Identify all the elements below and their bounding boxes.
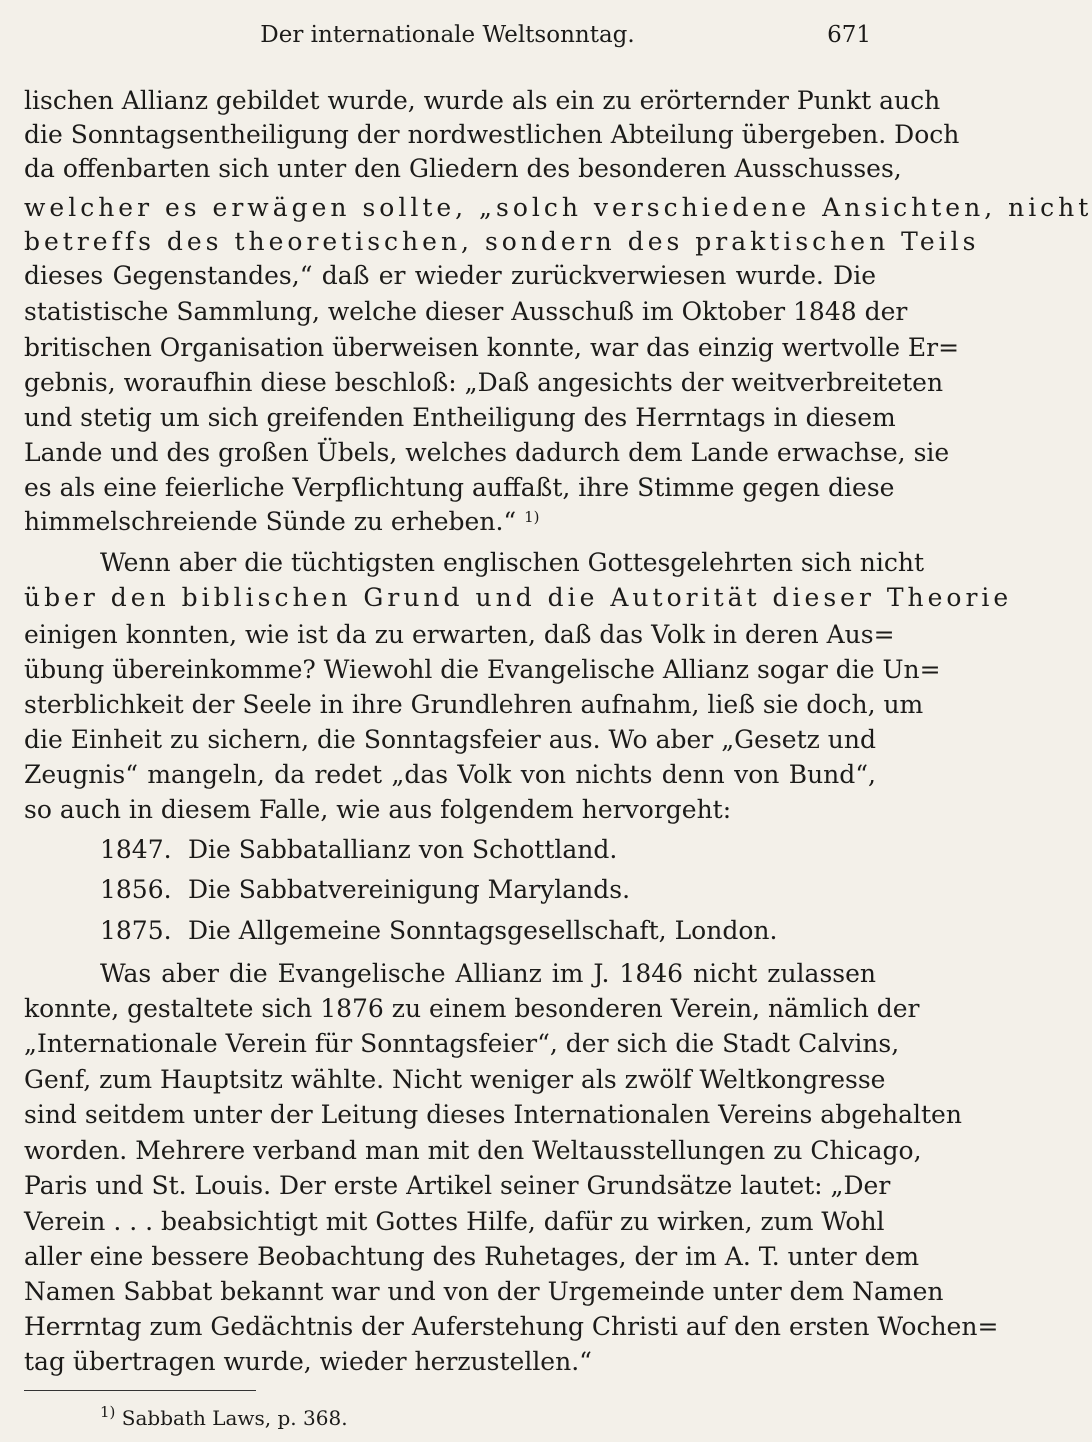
- paragraph-first-line: Wenn aber die tüchtigsten englischen Gottesgelehrten sich nicht: [100, 548, 925, 577]
- text-line: und stetig um sich greifenden Entheiligung des Herrntags in diesem: [24, 403, 896, 432]
- list-year: 1856.: [100, 875, 172, 904]
- text-line: „Internationale Verein für Sonntagsfeier“, der sich die Stadt Calvins,: [24, 1029, 900, 1058]
- text-line: die Einheit zu sichern, die Sonntagsfeier aus. Wo aber „Gesetz und: [24, 725, 876, 754]
- text-line: Verein . . . beabsichtigt mit Gottes Hilfe, dafür zu wirken, zum Wohl: [24, 1207, 885, 1236]
- page-number: 671: [827, 22, 871, 48]
- footnote-divider: [24, 1390, 256, 1391]
- list-year: 1875.: [100, 916, 172, 945]
- text-line: die Sonntagsentheiligung der nordwestlichen Abteilung übergeben. Doch: [24, 120, 960, 149]
- list-item: [100, 914, 777, 948]
- text-line: es als eine feierliche Verpflichtung auffaßt, ihre Stimme gegen diese: [24, 473, 895, 502]
- footnote: [100, 1404, 348, 1432]
- text-line: einigen konnten, wie ist da zu erwarten, daß das Volk in deren Aus=: [24, 620, 895, 649]
- text-line-content: himmelschreiende Sünde zu erheben.“: [24, 507, 517, 536]
- text-line: Genf, zum Hauptsitz wählte. Nicht weniger als zwölf Weltkongresse: [24, 1065, 886, 1094]
- text-line: dieses Gegenstandes,“ daß er wieder zurückverwiesen wurde. Die: [24, 261, 876, 290]
- text-line: betreffs des theoretischen, sondern des praktischen Teils: [24, 227, 980, 256]
- text-line: lischen Allianz gebildet wurde, wurde als ein zu erörternder Punkt auch: [24, 86, 941, 115]
- text-line: Lande und des großen Übels, welches dadurch dem Lande erwachse, sie: [24, 438, 950, 467]
- footnote-text: Sabbath Laws, p. 368.: [121, 1406, 348, 1430]
- text-line: Namen Sabbat bekannt war und von der Urgemeinde unter dem Namen: [24, 1277, 944, 1306]
- text-line: da offenbarten sich unter den Gliedern des besonderen Ausschusses,: [24, 154, 902, 183]
- list-text: Die Sabbatvereinigung Marylands.: [188, 875, 631, 904]
- text-line: Zeugnis“ mangeln, da redet „das Volk von nichts denn von Bund“,: [24, 760, 876, 789]
- footnote-marker: 1): [100, 1403, 116, 1421]
- text-line: Paris und St. Louis. Der erste Artikel seiner Grundsätze lautet: „Der: [24, 1171, 891, 1200]
- text-line: sterblichkeit der Seele in ihre Grundlehren aufnahm, ließ sie doch, um: [24, 690, 924, 719]
- text-line: Herrntag zum Gedächtnis der Auferstehung Christi auf den ersten Wochen=: [24, 1312, 999, 1341]
- text-line: übung übereinkomme? Wiewohl die Evangelische Allianz sogar die Un=: [24, 655, 941, 684]
- running-title: Der internationale Weltsonntag.: [260, 22, 635, 48]
- text-line: konnte, gestaltete sich 1876 zu einem besonderen Verein, nämlich der: [24, 994, 920, 1023]
- text-line: worden. Mehrere verband man mit den Weltausstellungen zu Chicago,: [24, 1136, 922, 1165]
- text-line: tag übertragen wurde, wieder herzustellen.“: [24, 1347, 592, 1376]
- list-year: 1847.: [100, 835, 172, 864]
- list-text: Die Allgemeine Sonntagsgesellschaft, London.: [188, 916, 778, 945]
- text-line: statistische Sammlung, welche dieser Ausschuß im Oktober 1848 der: [24, 297, 908, 326]
- footnote-reference: 1): [524, 508, 540, 526]
- text-line: über den biblischen Grund und die Autorität dieser Theorie: [24, 583, 1013, 612]
- text-line: [24, 505, 876, 539]
- text-line: so auch in diesem Falle, wie aus folgendem hervorgeht:: [24, 795, 732, 824]
- list-item: [100, 873, 630, 907]
- paragraph-first-line: Was aber die Evangelische Allianz im J. 1846 nicht zulassen: [100, 959, 876, 988]
- text-line: sind seitdem unter der Leitung dieses Internationalen Vereins abgehalten: [24, 1100, 962, 1129]
- text-line: aller eine bessere Beobachtung des Ruhetages, der im A. T. unter dem: [24, 1242, 920, 1271]
- text-line: britischen Organisation überweisen konnte, war das einzig wertvolle Er=: [24, 333, 960, 362]
- text-line: gebnis, woraufhin diese beschloß: „Daß angesichts der weitverbreiteten: [24, 368, 944, 397]
- list-item: [100, 833, 617, 867]
- list-text: Die Sabbatallianz von Schottland.: [188, 835, 618, 864]
- text-line: welcher es erwägen sollte, „solch verschiedene Ansichten, nicht: [24, 193, 1092, 222]
- running-header: [24, 22, 871, 56]
